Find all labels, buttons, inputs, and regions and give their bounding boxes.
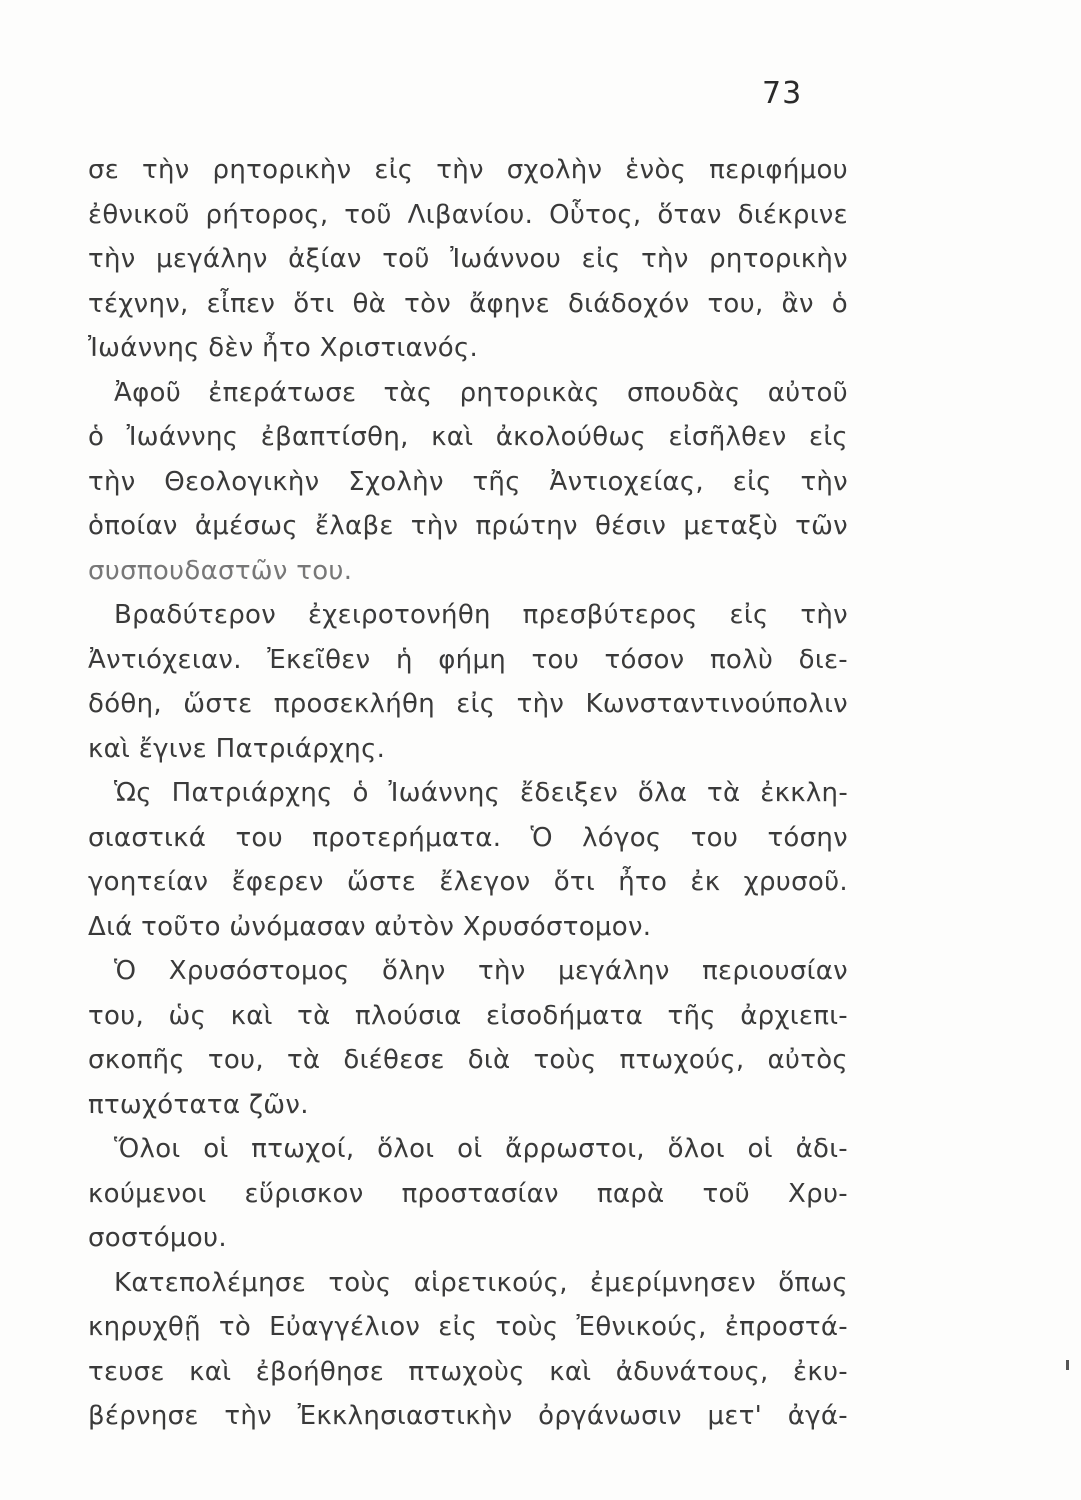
text-line: κηρυχθῇ τὸ Εὐαγγέλιον εἰς τοὺς Ἐθνικούς, ἐπροστά- (88, 1312, 848, 1342)
text-line: τέχνην, εἶπεν ὅτι θὰ τὸν ἄφηνε διάδοχόν του, ἂν ὁ (88, 288, 848, 319)
text-line: καὶ ἔγινε Πατριάρχης. (88, 733, 386, 764)
text-line: πτωχότατα ζῶν. (88, 1089, 309, 1120)
paragraph-start-line: Ἀφοῦ ἐπεράτωσε τὰς ρητορικὰς σπουδὰς αὐτοῦ (114, 377, 848, 408)
text-line: γοητείαν ἔφερεν ὥστε ἔλεγον ὅτι ἦτο ἐκ χρυσοῦ. (88, 867, 848, 897)
text-line: Ἰωάννης δὲν ἦτο Χριστιανός. (88, 333, 479, 363)
scan-edge-mark (1066, 1360, 1069, 1370)
text-line: κούμενοι εὕρισκον προστασίαν παρὰ τοῦ Χρυ- (88, 1178, 848, 1209)
text-line: συσπουδαστῶν του. (88, 555, 353, 586)
text-line: σε τὴν ρητορικὴν εἰς τὴν σχολὴν ἑνὸς περιφήμου (88, 155, 848, 185)
text-line: τὴν Θεολογικὴν Σχολὴν τῆς Ἀντιοχείας, εἰς τὴν (88, 466, 848, 497)
page-number: 73 (762, 76, 803, 111)
paragraph-start-line: Ὡς Πατριάρχης ὁ Ἰωάννης ἔδειξεν ὅλα τὰ ἐκκλη- (114, 778, 848, 808)
text-line: Διά τοῦτο ὠνόμασαν αὐτὸν Χρυσόστομον. (88, 911, 652, 942)
text-line: δόθη, ὥστε προσεκλήθη εἰς τὴν Κωνσταντινούπολιν (88, 689, 848, 719)
body-text (88, 148, 848, 1439)
paragraph-start-line: Ὅλοι οἱ πτωχοί, ὅλοι οἱ ἄρρωστοι, ὅλοι οἱ ἀδι- (114, 1134, 848, 1164)
paragraph-start-line: Βραδύτερον ἐχειροτονήθη πρεσβύτερος εἰς τὴν (114, 600, 848, 630)
text-line: σκοπῆς του, τὰ διέθεσε διὰ τοὺς πτωχούς, αὐτὸς (88, 1045, 848, 1075)
text-line: ἐθνικοῦ ρήτορος, τοῦ Λιβανίου. Οὗτος, ὅταν διέκρινε (88, 199, 848, 230)
paragraph-start-line: Κατεπολέμησε τοὺς αἱρετικούς, ἐμερίμνησεν ὅπως (114, 1267, 848, 1298)
paragraph-start-line: Ὁ Χρυσόστομος ὅλην τὴν μεγάλην περιουσίαν (114, 956, 848, 986)
text-line: ὁποίαν ἀμέσως ἔλαβε τὴν πρώτην θέσιν μεταξὺ τῶν (88, 511, 848, 541)
text-line: ὁ Ἰωάννης ἐβαπτίσθη, καὶ ἀκολούθως εἰσῆλθεν εἰς (88, 422, 848, 452)
text-line: του, ὡς καὶ τὰ πλούσια εἰσοδήματα τῆς ἀρχιεπι- (88, 1000, 848, 1031)
text-line: Ἀντιόχειαν. Ἐκεῖθεν ἡ φήμη του τόσον πολὺ διε- (88, 644, 848, 675)
text-line: τευσε καὶ ἐβοήθησε πτωχοὺς καὶ ἀδυνάτους, ἐκυ- (88, 1356, 848, 1387)
text-line: σοστόμου. (88, 1223, 227, 1253)
text-line: σιαστικά του προτερήματα. Ὁ λόγος του τόσην (88, 822, 848, 853)
text-line: βέρνησε τὴν Ἐκκλησιαστικὴν ὀργάνωσιν μετ' ἀγά- (88, 1401, 848, 1431)
text-line: τὴν μεγάλην ἀξίαν τοῦ Ἰωάννου εἰς τὴν ρητορικὴν (88, 244, 848, 274)
